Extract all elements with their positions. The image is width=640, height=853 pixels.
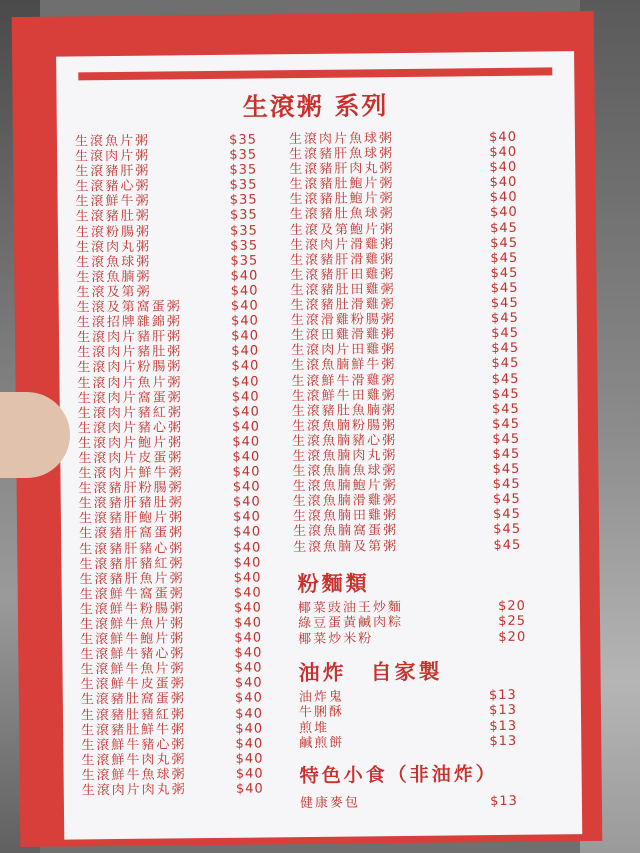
menu-item-price: $13 bbox=[488, 687, 517, 704]
menu-item-price: $40 bbox=[232, 479, 261, 495]
menu-item-name: 生滾豬肝滑雞粥 bbox=[290, 251, 396, 268]
menu-item-price: $45 bbox=[492, 416, 521, 432]
menu-item-row bbox=[300, 794, 518, 812]
menu-item-name: 煎堆 bbox=[299, 720, 330, 736]
menu-item-price: $40 bbox=[489, 129, 518, 146]
menu-item-name: 生滾豬肚魚腩粥 bbox=[291, 402, 397, 419]
menu-item-price: $45 bbox=[490, 310, 519, 327]
menu-item-price: $40 bbox=[489, 159, 518, 176]
menu-item-price: $45 bbox=[492, 476, 521, 493]
menu-item-price: $45 bbox=[490, 280, 519, 297]
menu-item-name: 生滾魚腩肉丸粥 bbox=[292, 448, 398, 465]
menu-item-price: $45 bbox=[490, 295, 519, 312]
menu-item-price: $40 bbox=[235, 751, 264, 767]
menu-item-price: $35 bbox=[229, 162, 258, 178]
menu-item-row bbox=[293, 537, 521, 554]
menu-item-price: $40 bbox=[235, 706, 264, 722]
menu-item-name: 生滾魚球粥 bbox=[76, 254, 152, 271]
menu-item-name: 生滾及第窩蛋粥 bbox=[76, 299, 182, 316]
menu-item-price: $35 bbox=[230, 253, 259, 269]
menu-item-name: 鹹煎餅 bbox=[299, 735, 345, 752]
menu-title: 生滾粥 系列 bbox=[242, 91, 389, 122]
menu-item-price: $40 bbox=[232, 449, 261, 465]
menu-item-price: $40 bbox=[233, 509, 262, 526]
menu-item-price: $45 bbox=[493, 537, 522, 553]
menu-item-price: $35 bbox=[229, 192, 258, 209]
menu-item-name: 生滾豬肝豬肚粥 bbox=[78, 495, 184, 512]
menu-item-price: $45 bbox=[493, 507, 521, 523]
menu-item-name: 生滾肉片田雞粥 bbox=[291, 342, 397, 359]
menu-item-name: 生滾豬肚粥 bbox=[75, 209, 151, 225]
menu-item-price: $45 bbox=[490, 265, 519, 281]
menu-item-name: 生滾肉片魚球粥 bbox=[288, 131, 395, 148]
menu-item-name: 生滾豬肚魚球粥 bbox=[289, 206, 395, 223]
menu-item-price: $40 bbox=[234, 630, 263, 646]
menu-item-name: 生滾肉丸粥 bbox=[76, 239, 152, 256]
menu-item-name: 生滾鮮牛豬心粥 bbox=[81, 737, 187, 754]
menu-item-price: $40 bbox=[232, 419, 261, 435]
top-rule bbox=[78, 67, 552, 80]
menu-item-name: 生滾招牌雜錦粥 bbox=[76, 314, 182, 331]
menu-item-name: 牛脷酥 bbox=[298, 705, 345, 721]
menu-item-price: $45 bbox=[493, 522, 522, 538]
menu-item-price: $45 bbox=[491, 341, 520, 357]
menu-item-name: 生滾鮮牛豬心粥 bbox=[80, 646, 186, 663]
menu-item-name: 生滾豬肚窩蛋粥 bbox=[80, 691, 186, 708]
menu-item-price: $40 bbox=[235, 736, 264, 752]
menu-item-name: 生滾肉片豬心粥 bbox=[77, 420, 184, 437]
menu-item-price: $40 bbox=[489, 144, 518, 161]
menu-item-price: $40 bbox=[231, 328, 260, 345]
right-column bbox=[289, 130, 521, 555]
menu-item-price: $40 bbox=[235, 781, 264, 797]
menu-item-name: 生滾肉片肉丸粥 bbox=[81, 782, 187, 799]
menu-item-name: 生滾魚腩豬心粥 bbox=[292, 432, 398, 450]
menu-item-price: $45 bbox=[492, 492, 521, 508]
menu-item-row bbox=[299, 734, 517, 752]
menu-item-name: 生滾鮮牛肉丸粥 bbox=[81, 752, 187, 769]
menu-item-row bbox=[82, 782, 264, 799]
menu-item-name: 生滾田雞滑雞粥 bbox=[290, 327, 397, 344]
menu-item-price: $40 bbox=[231, 404, 260, 420]
menu-item-price: $40 bbox=[233, 570, 262, 586]
menu-item-name: 生滾豬心粥 bbox=[75, 178, 151, 195]
menu-item-name: 生滾肉片皮蛋粥 bbox=[78, 450, 184, 467]
menu-item-name: 健康麥包 bbox=[299, 795, 361, 812]
menu-item-name: 生滾豬肝肉丸粥 bbox=[289, 161, 395, 178]
menu-item-price: $40 bbox=[232, 494, 261, 511]
menu-item-price: $40 bbox=[234, 615, 263, 631]
menu-item-price: $40 bbox=[233, 524, 262, 541]
fried-heading: 油炸 自家製 bbox=[298, 659, 443, 686]
menu-item-price: $40 bbox=[234, 645, 263, 661]
menu-item-name: 生滾豬肚滑雞粥 bbox=[290, 297, 396, 314]
noodles-list bbox=[298, 599, 526, 648]
menu-item-name: 生滾豬肝豬心粥 bbox=[79, 540, 185, 557]
menu-item-price: $40 bbox=[233, 555, 262, 571]
menu-item-name: 生滾鮮牛鮑片粥 bbox=[80, 631, 186, 648]
menu-item-price: $45 bbox=[492, 446, 521, 463]
menu-item-name: 生滾豬肝田雞粥 bbox=[290, 266, 396, 284]
menu-item-price: $35 bbox=[229, 207, 258, 224]
menu-item-name: 生滾豬肝粉腸粥 bbox=[78, 480, 184, 497]
menu-item-price: $35 bbox=[230, 238, 259, 254]
menu-item-price: $40 bbox=[233, 540, 262, 556]
menu-item-name: 生滾肉片粉腸粥 bbox=[77, 359, 183, 376]
menu-item-name: 生滾肉片豬紅粥 bbox=[77, 404, 183, 422]
menu-item-name: 生滾魚腩魚球粥 bbox=[292, 463, 398, 480]
menu-item-price: $40 bbox=[230, 268, 259, 284]
menu-item-name: 生滾豬肝粥 bbox=[75, 163, 151, 180]
menu-item-name: 生滾滑雞粉腸粥 bbox=[290, 312, 396, 329]
menu-item-price: $40 bbox=[231, 373, 260, 390]
menu-item-price: $45 bbox=[490, 235, 519, 251]
menu-item-price: $45 bbox=[491, 371, 520, 387]
menu-item-name: 椰菜炒米粉 bbox=[298, 631, 374, 647]
menu-item-price: $13 bbox=[489, 733, 518, 750]
menu-item-price: $40 bbox=[232, 434, 261, 450]
menu-item-price: $40 bbox=[230, 313, 259, 329]
menu-item-name: 生滾豬肚鮑片粥 bbox=[289, 191, 395, 208]
menu-sheet bbox=[12, 11, 603, 847]
menu-item-name: 生滾鮮牛魚球粥 bbox=[81, 767, 187, 784]
menu-item-price: $13 bbox=[489, 703, 518, 719]
fried-list bbox=[299, 688, 518, 752]
menu-item-price: $40 bbox=[234, 660, 263, 677]
left-column bbox=[75, 133, 264, 799]
menu-item-price: $45 bbox=[489, 220, 518, 236]
menu-item-price: $40 bbox=[235, 721, 264, 737]
menu-item-name: 生滾肉片豬肝粥 bbox=[76, 329, 183, 346]
menu-item-price: $35 bbox=[229, 147, 258, 163]
menu-item-price: $45 bbox=[491, 386, 520, 402]
menu-item-price: $45 bbox=[491, 356, 520, 372]
menu-item-name: 生滾魚腩粉腸粥 bbox=[291, 417, 398, 434]
menu-item-name: 生滾魚腩粥 bbox=[76, 269, 152, 286]
menu-item-name: 生滾豬肝鮑片粥 bbox=[78, 510, 185, 527]
menu-item-price: $40 bbox=[232, 464, 261, 480]
menu-item-name: 生滾豬肝豬紅粥 bbox=[79, 555, 185, 573]
menu-item-price: $45 bbox=[490, 250, 519, 266]
menu-item-name: 生滾及第粥 bbox=[76, 284, 152, 301]
menu-item-name: 生滾肉片魚片粥 bbox=[77, 374, 183, 391]
menu-item-name: 生滾魚腩鮮牛粥 bbox=[291, 357, 397, 374]
menu-item-name: 生滾魚腩及第粥 bbox=[293, 538, 399, 555]
menu-item-name: 椰菜豉油王炒麵 bbox=[297, 600, 403, 617]
menu-item-price: $40 bbox=[231, 358, 260, 375]
menu-item-name: 生滾肉片鮮牛粥 bbox=[78, 465, 184, 482]
menu-item-name: 生滾鮮牛滑雞粥 bbox=[291, 372, 397, 389]
menu-item-name: 生滾肉片豬肚粥 bbox=[77, 344, 183, 361]
menu-item-name: 生滾豬肝窩蛋粥 bbox=[79, 525, 185, 542]
menu-item-name: 生滾豬肚田雞粥 bbox=[290, 282, 396, 299]
menu-item-name: 生滾豬肚鮮牛粥 bbox=[81, 721, 187, 739]
menu-item-name: 生滾魚腩滑雞粥 bbox=[292, 493, 398, 510]
menu-item-name: 生滾魚腩田雞粥 bbox=[292, 508, 399, 525]
menu-item-price: $45 bbox=[492, 431, 521, 447]
menu-item-name: 生滾鮮牛田雞粥 bbox=[291, 387, 397, 404]
menu-item-price: $25 bbox=[498, 614, 527, 630]
menu-item-name: 生滾魚腩鮑片粥 bbox=[292, 478, 398, 495]
menu-item-price: $45 bbox=[491, 325, 520, 342]
menu-item-name: 生滾豬肚豬紅粥 bbox=[80, 706, 187, 723]
menu-item-name: 生滾肉片粥 bbox=[75, 148, 151, 165]
menu-item-name: 生滾豬肝魚片粥 bbox=[79, 571, 185, 588]
menu-item-price: $45 bbox=[492, 461, 521, 478]
menu-item-price: $13 bbox=[489, 718, 518, 734]
menu-item-name: 生滾粉腸粥 bbox=[75, 224, 152, 240]
menu-item-name: 生滾鮮牛粉腸粥 bbox=[79, 601, 185, 618]
menu-item-name: 生滾鮮牛皮蛋粥 bbox=[80, 676, 186, 693]
menu-item-price: $45 bbox=[491, 401, 520, 417]
menu-item-price: $40 bbox=[235, 766, 264, 782]
menu-item-price: $40 bbox=[234, 690, 263, 707]
menu-item-price: $40 bbox=[231, 343, 260, 360]
menu-item-price: $40 bbox=[489, 175, 518, 191]
menu-item-name: 生滾肉片滑雞粥 bbox=[289, 236, 396, 253]
menu-item-price: $40 bbox=[231, 389, 260, 405]
menu-item-row bbox=[298, 629, 526, 647]
menu-item-price: $40 bbox=[233, 600, 262, 616]
noodles-heading: 粉麵類 bbox=[297, 571, 370, 597]
menu-item-price: $35 bbox=[229, 177, 258, 194]
menu-item-name: 生滾魚腩窩蛋粥 bbox=[293, 523, 399, 540]
menu-item-name: 生滾肉片鮑片粥 bbox=[78, 435, 184, 452]
menu-item-price: $40 bbox=[230, 283, 259, 299]
menu-item-price: $40 bbox=[489, 190, 518, 206]
menu-item-price: $40 bbox=[233, 585, 262, 601]
menu-item-name: 生滾魚片粥 bbox=[74, 133, 151, 150]
menu-item-price: $40 bbox=[489, 205, 518, 221]
menu-item-name: 生滾及第鮑片粥 bbox=[289, 221, 396, 238]
menu-item-price: $40 bbox=[234, 675, 263, 692]
menu-item-price: $35 bbox=[229, 132, 258, 148]
menu-item-name: 生滾鮮牛魚片粥 bbox=[79, 616, 186, 633]
menu-item-name: 生滾肉片窩蛋粥 bbox=[77, 389, 183, 406]
menu-panel bbox=[56, 51, 582, 839]
menu-item-name: 綠豆蛋黃鹹肉粽 bbox=[297, 615, 404, 632]
snacks-heading: 特色小食（非油炸） bbox=[299, 763, 498, 788]
menu-item-name: 生滾豬肚鮑片粥 bbox=[289, 176, 395, 193]
menu-item-price: $20 bbox=[498, 629, 527, 645]
menu-item-price: $40 bbox=[230, 298, 259, 314]
menu-item-name: 生滾鮮牛魚片粥 bbox=[80, 661, 186, 678]
snacks-list bbox=[300, 794, 518, 812]
menu-item-name: 油炸鬼 bbox=[298, 689, 344, 706]
menu-item-price: $20 bbox=[497, 598, 526, 615]
menu-item-name: 生滾豬肝魚球粥 bbox=[289, 146, 395, 163]
menu-item-price: $35 bbox=[230, 223, 258, 239]
menu-item-name: 生滾鮮牛窩蛋粥 bbox=[79, 586, 185, 603]
menu-item-price: $13 bbox=[490, 793, 518, 810]
menu-item-name: 生滾鮮牛粥 bbox=[75, 194, 151, 210]
